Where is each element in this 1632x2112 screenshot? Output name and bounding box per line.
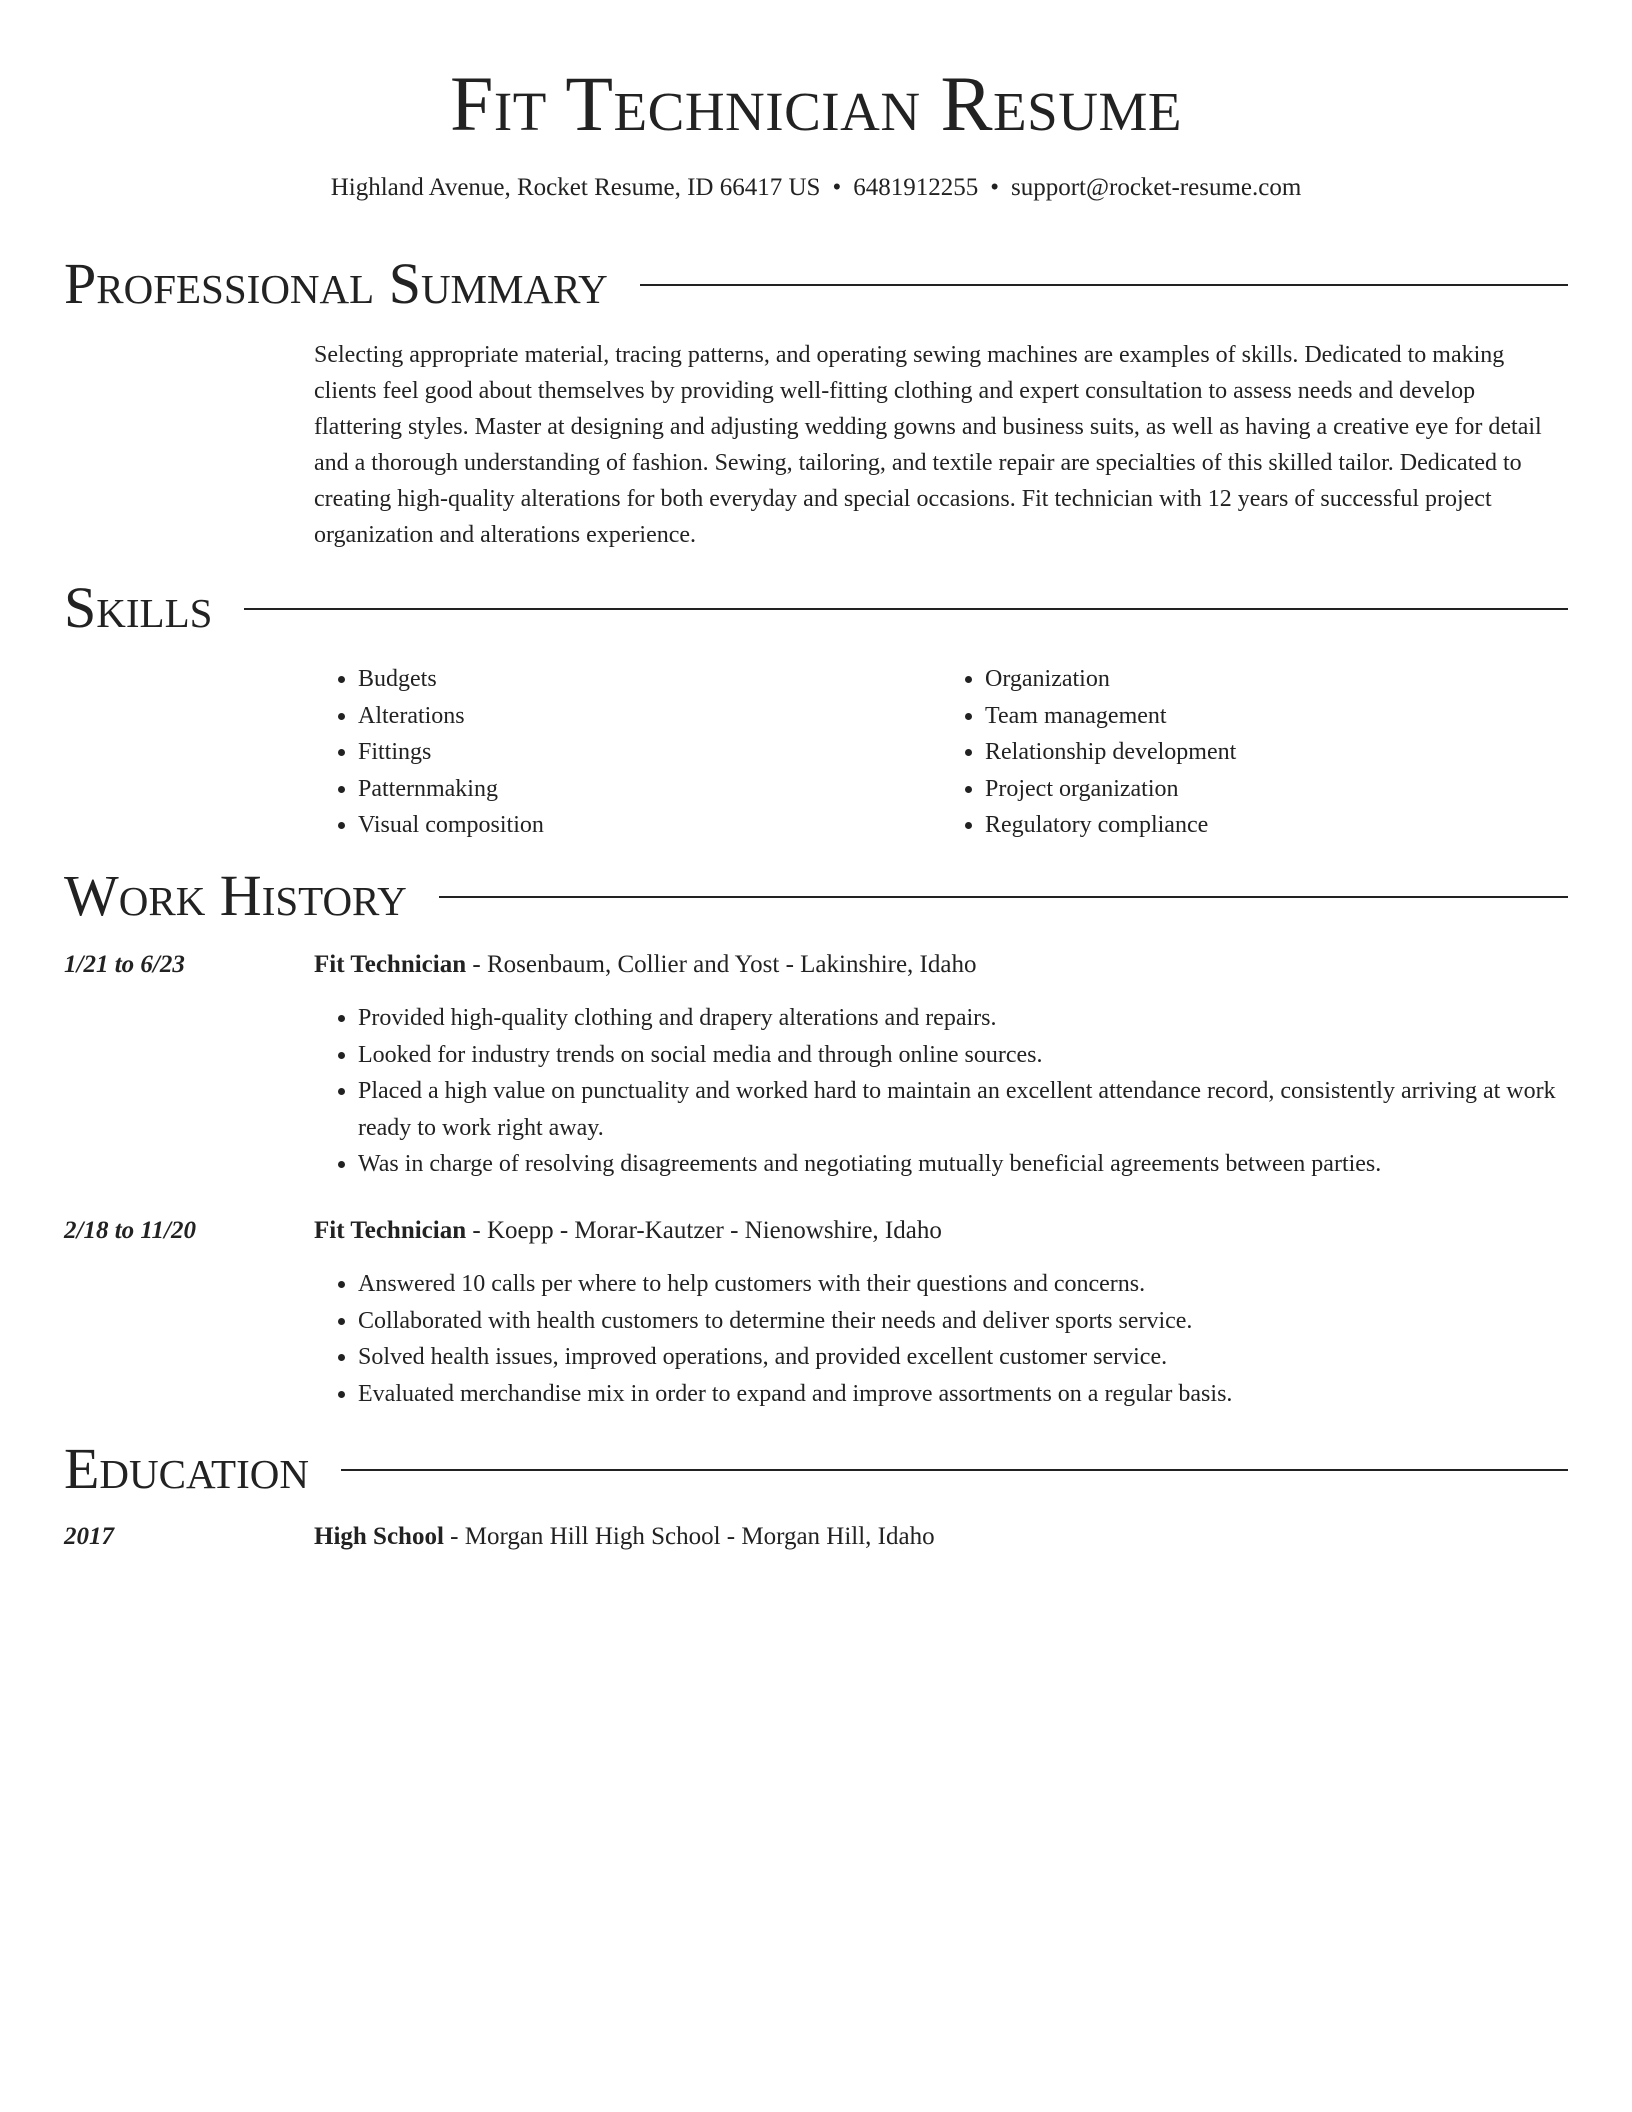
section-header-summary <box>64 251 1568 316</box>
work-bullets <box>314 1000 1568 1183</box>
work-bullet: • Placed a high value on punctuality and worked hard to maintain an excellent attendance record, consistently arriving at work ready to work right away. <box>358 1073 1568 1146</box>
contact-address: Highland Avenue, Rocket Resume, ID 66417 US <box>330 174 821 201</box>
work-bullet: • Provided high-quality clothing and drapery alterations and repairs. <box>358 1000 1568 1037</box>
section-header-skills <box>64 575 1568 640</box>
work-dates: 2/18 to 11/20 <box>64 1217 196 1244</box>
contact-email: support@rocket-resume.com <box>1010 174 1302 201</box>
resume-title: Fit Technician Resume <box>450 60 1182 147</box>
section-title-skills: Skills <box>64 575 213 640</box>
job-title: Fit Technician <box>314 1217 467 1244</box>
section-divider <box>341 1469 1568 1471</box>
work-bullet: • Collaborated with health customers to determine their needs and deliver sports service. <box>358 1303 1568 1340</box>
skills-list <box>314 661 1568 844</box>
contact-line <box>0 173 1632 203</box>
section-divider <box>640 284 1568 286</box>
work-bullet: • Evaluated merchandise mix in order to expand and improve assortments on a regular basis. <box>358 1376 1568 1413</box>
work-dates: 1/21 to 6/23 <box>64 951 185 978</box>
section-title-education: Education <box>64 1436 309 1501</box>
job-employer: - Rosenbaum, Collier and Yost - Lakinshire, Idaho <box>466 951 977 978</box>
section-header-work-history <box>64 863 1568 928</box>
work-bullets <box>314 1266 1568 1412</box>
skill-item: • Alterations <box>358 698 941 735</box>
education-title-line <box>314 1521 935 1553</box>
skill-item: • Visual composition <box>358 807 941 844</box>
skills-column-right <box>941 661 1568 844</box>
education-school: - Morgan Hill High School - Morgan Hill, Idaho <box>443 1523 935 1550</box>
skill-item: • Regulatory compliance <box>985 807 1568 844</box>
skill-item: • Project organization <box>985 771 1568 808</box>
work-bullet: • Solved health issues, improved operations, and provided excellent customer service. <box>358 1339 1568 1376</box>
skill-item: • Relationship development <box>985 734 1568 771</box>
section-title-summary: Professional Summary <box>64 251 608 316</box>
skill-item: • Team management <box>985 698 1568 735</box>
section-header-education <box>64 1436 1568 1501</box>
contact-separator: • <box>990 174 999 201</box>
education-degree: High School <box>314 1523 444 1550</box>
skill-item: • Patternmaking <box>358 771 941 808</box>
section-title-work-history: Work History <box>64 863 407 928</box>
contact-separator: • <box>832 174 842 201</box>
job-employer: - Koepp - Morar-Kautzer - Nienowshire, Idaho <box>466 1217 942 1244</box>
section-divider <box>244 608 1568 610</box>
work-title-line <box>314 949 976 981</box>
work-bullet: • Answered 10 calls per where to help customers with their questions and concerns. <box>358 1266 1568 1303</box>
work-title-line <box>314 1215 942 1247</box>
job-title: Fit Technician <box>314 951 467 978</box>
contact-phone: 6481912255 <box>853 174 979 201</box>
section-divider <box>439 896 1568 898</box>
skill-item: • Fittings <box>358 734 941 771</box>
summary-text: Selecting appropriate material, tracing patterns, and operating sewing machines are examples of skills. Dedicated to making clients feel good about themselves by providing well-fitting clothing and expert consultation to assess needs and develop flattering styles. Master at designing and adjusting wedding gowns and business suits, as well as having a creative eye for detail and a thorough understanding of fashion. Sewing, tailoring, and textile repair are specialties of this skilled tailor. Dedicated to creating high-quality alterations for both everyday and special occasions. Fit technician with 12 years of successful project organization and alterations experience. <box>314 342 1542 548</box>
skills-column-left <box>314 661 941 844</box>
work-bullet: • Was in charge of resolving disagreements and negotiating mutually beneficial agreements between parties. <box>358 1146 1568 1183</box>
work-bullet: • Looked for industry trends on social media and through online sources. <box>358 1037 1568 1074</box>
skill-item: • Organization <box>985 661 1568 698</box>
skill-item: • Budgets <box>358 661 941 698</box>
education-year: 2017 <box>64 1523 114 1550</box>
